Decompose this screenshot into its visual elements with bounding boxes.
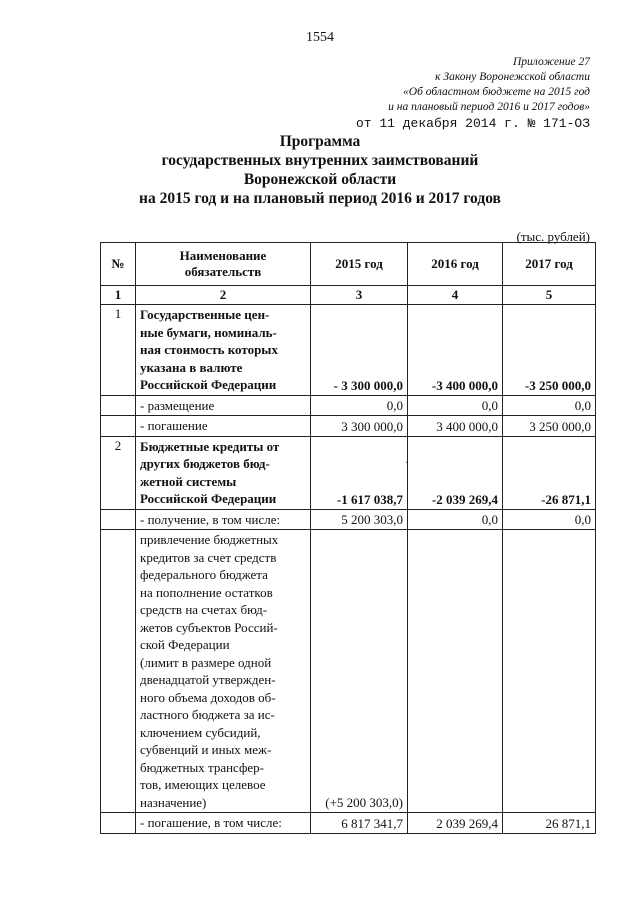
sub-row-name (136, 530, 311, 813)
empty-cell (101, 395, 136, 416)
value-2015: 3 300 000,0 (311, 416, 408, 437)
sub-row-name: - получение, в том числе: (136, 509, 311, 530)
header-name (136, 243, 311, 286)
row-name-line: федерального бюджета (140, 567, 268, 582)
value-2015: 6 817 341,7 (311, 813, 408, 834)
appendix-line-3: «Об областном бюджете на 2015 год (403, 86, 590, 98)
units-label: (тыс. рублей) (516, 229, 590, 244)
value-2017: 26 871,1 (503, 813, 596, 834)
row-name-line: ластного бюджета за ис- (140, 707, 275, 722)
value-2017: -26 871,1 (503, 436, 596, 509)
law-date-stamp: от 11 декабря 2014 г. № 171-ОЗ (355, 116, 590, 131)
empty-cell (101, 813, 136, 834)
value-2017: 0,0 (503, 509, 596, 530)
page-number: 1554 (306, 30, 334, 45)
col-number-4: 4 (408, 286, 503, 305)
column-number-row (101, 286, 596, 305)
row-name-line: кредитов за счет средств (140, 549, 277, 565)
col-number-1: 1 (101, 286, 136, 305)
empty-cell (101, 509, 136, 530)
value-2016: 2 039 269,4 (408, 813, 503, 834)
row-name (136, 436, 311, 509)
table-row (101, 813, 596, 834)
document-title (0, 132, 640, 208)
value-2016 (408, 530, 503, 813)
scan-speck: · (405, 458, 409, 469)
row-name-line: привлечение бюджетных (140, 532, 279, 547)
value-2015: (+5 200 303,0) (311, 530, 408, 813)
value-2016: -2 039 269,4 (408, 436, 503, 509)
row-number: 2 (101, 436, 136, 509)
row-name-line: бюджетных трансфер- (140, 759, 265, 775)
value-2016: -3 400 000,0 (408, 305, 503, 396)
value-2017: -3 250 000,0 (503, 305, 596, 396)
table-row (101, 530, 596, 813)
appendix-line-2: к Закону Воронежской области (435, 71, 590, 83)
title-line-4: на 2015 год и на плановый период 2016 и 2017 годов (139, 190, 501, 207)
col-number-3: 3 (311, 286, 408, 305)
row-name-line: на пополнение остатков (140, 584, 273, 600)
col-number-5: 5 (503, 286, 596, 305)
row-name-line: средств на счетах бюд- (140, 602, 268, 617)
col-number-2: 2 (136, 286, 311, 305)
header-name-line-1: Наименование (179, 248, 267, 263)
row-name (136, 305, 311, 396)
appendix-line-1: Приложение 27 (512, 56, 590, 68)
title-line-2: государственных внутренних заимствований (161, 152, 479, 169)
table-row (101, 305, 596, 396)
sub-row-name: - размещение (136, 395, 311, 416)
row-number: 1 (101, 305, 136, 396)
sub-row-name: - погашение, в том числе: (136, 813, 311, 834)
value-2017 (503, 530, 596, 813)
title-line-3: Воронежской области (243, 171, 397, 188)
row-name-line: ная стоимость которых (140, 342, 278, 357)
row-name-line: Государственные цен- (140, 307, 270, 322)
title-line-1: Программа (279, 133, 361, 150)
borrowing-program-table (100, 242, 596, 834)
header-2017: 2017 год (503, 243, 596, 286)
appendix-line-4: и на плановый период 2016 и 2017 годов» (388, 101, 590, 113)
value-2016: 0,0 (408, 395, 503, 416)
value-2015: - 3 300 000,0 (311, 305, 408, 396)
row-name-line: Бюджетные кредиты от (140, 438, 280, 454)
row-name-line: других бюджетов бюд- (140, 456, 270, 471)
value-2015: -1 617 038,7 (311, 436, 408, 509)
row-name-line: Российской Федерации (140, 377, 277, 392)
value-2015: 5 200 303,0 (311, 509, 408, 530)
header-2015: 2015 год (311, 243, 408, 286)
sub-row-name: - погашение (136, 416, 311, 437)
table-row (101, 436, 596, 509)
row-name-line: двенадцатой утвержден- (140, 672, 276, 687)
value-2016: 0,0 (408, 509, 503, 530)
value-2017: 0,0 (503, 395, 596, 416)
row-name-line: назначение) (140, 794, 207, 810)
row-name-line: ные бумаги, номиналь- (140, 324, 277, 340)
table-row (101, 509, 596, 530)
table-row (101, 395, 596, 416)
row-name-line: указана в валюте (140, 359, 243, 375)
header-2016: 2016 год (408, 243, 503, 286)
empty-cell (101, 416, 136, 437)
row-name-line: жетной системы (140, 473, 237, 489)
value-2016: 3 400 000,0 (408, 416, 503, 437)
row-name-line: субвенций и иных меж- (140, 742, 272, 757)
header-no: № (101, 243, 136, 286)
row-name-line: ного объема доходов об- (140, 689, 276, 705)
row-name-line: Российской Федерации (140, 491, 277, 506)
row-name-line: жетов субъектов Россий- (140, 619, 278, 635)
header-name-line-2: обязательств (184, 264, 262, 279)
table-row (101, 416, 596, 437)
value-2017: 3 250 000,0 (503, 416, 596, 437)
row-name-line: ключением субсидий, (140, 724, 261, 740)
value-2015: 0,0 (311, 395, 408, 416)
row-name-line: ской Федерации (140, 637, 230, 652)
row-name-line: (лимит в размере одной (140, 654, 272, 670)
table-header-row (101, 243, 596, 286)
row-name-line: тов, имеющих целевое (140, 777, 266, 792)
empty-cell (101, 530, 136, 813)
appendix-header (356, 55, 590, 131)
